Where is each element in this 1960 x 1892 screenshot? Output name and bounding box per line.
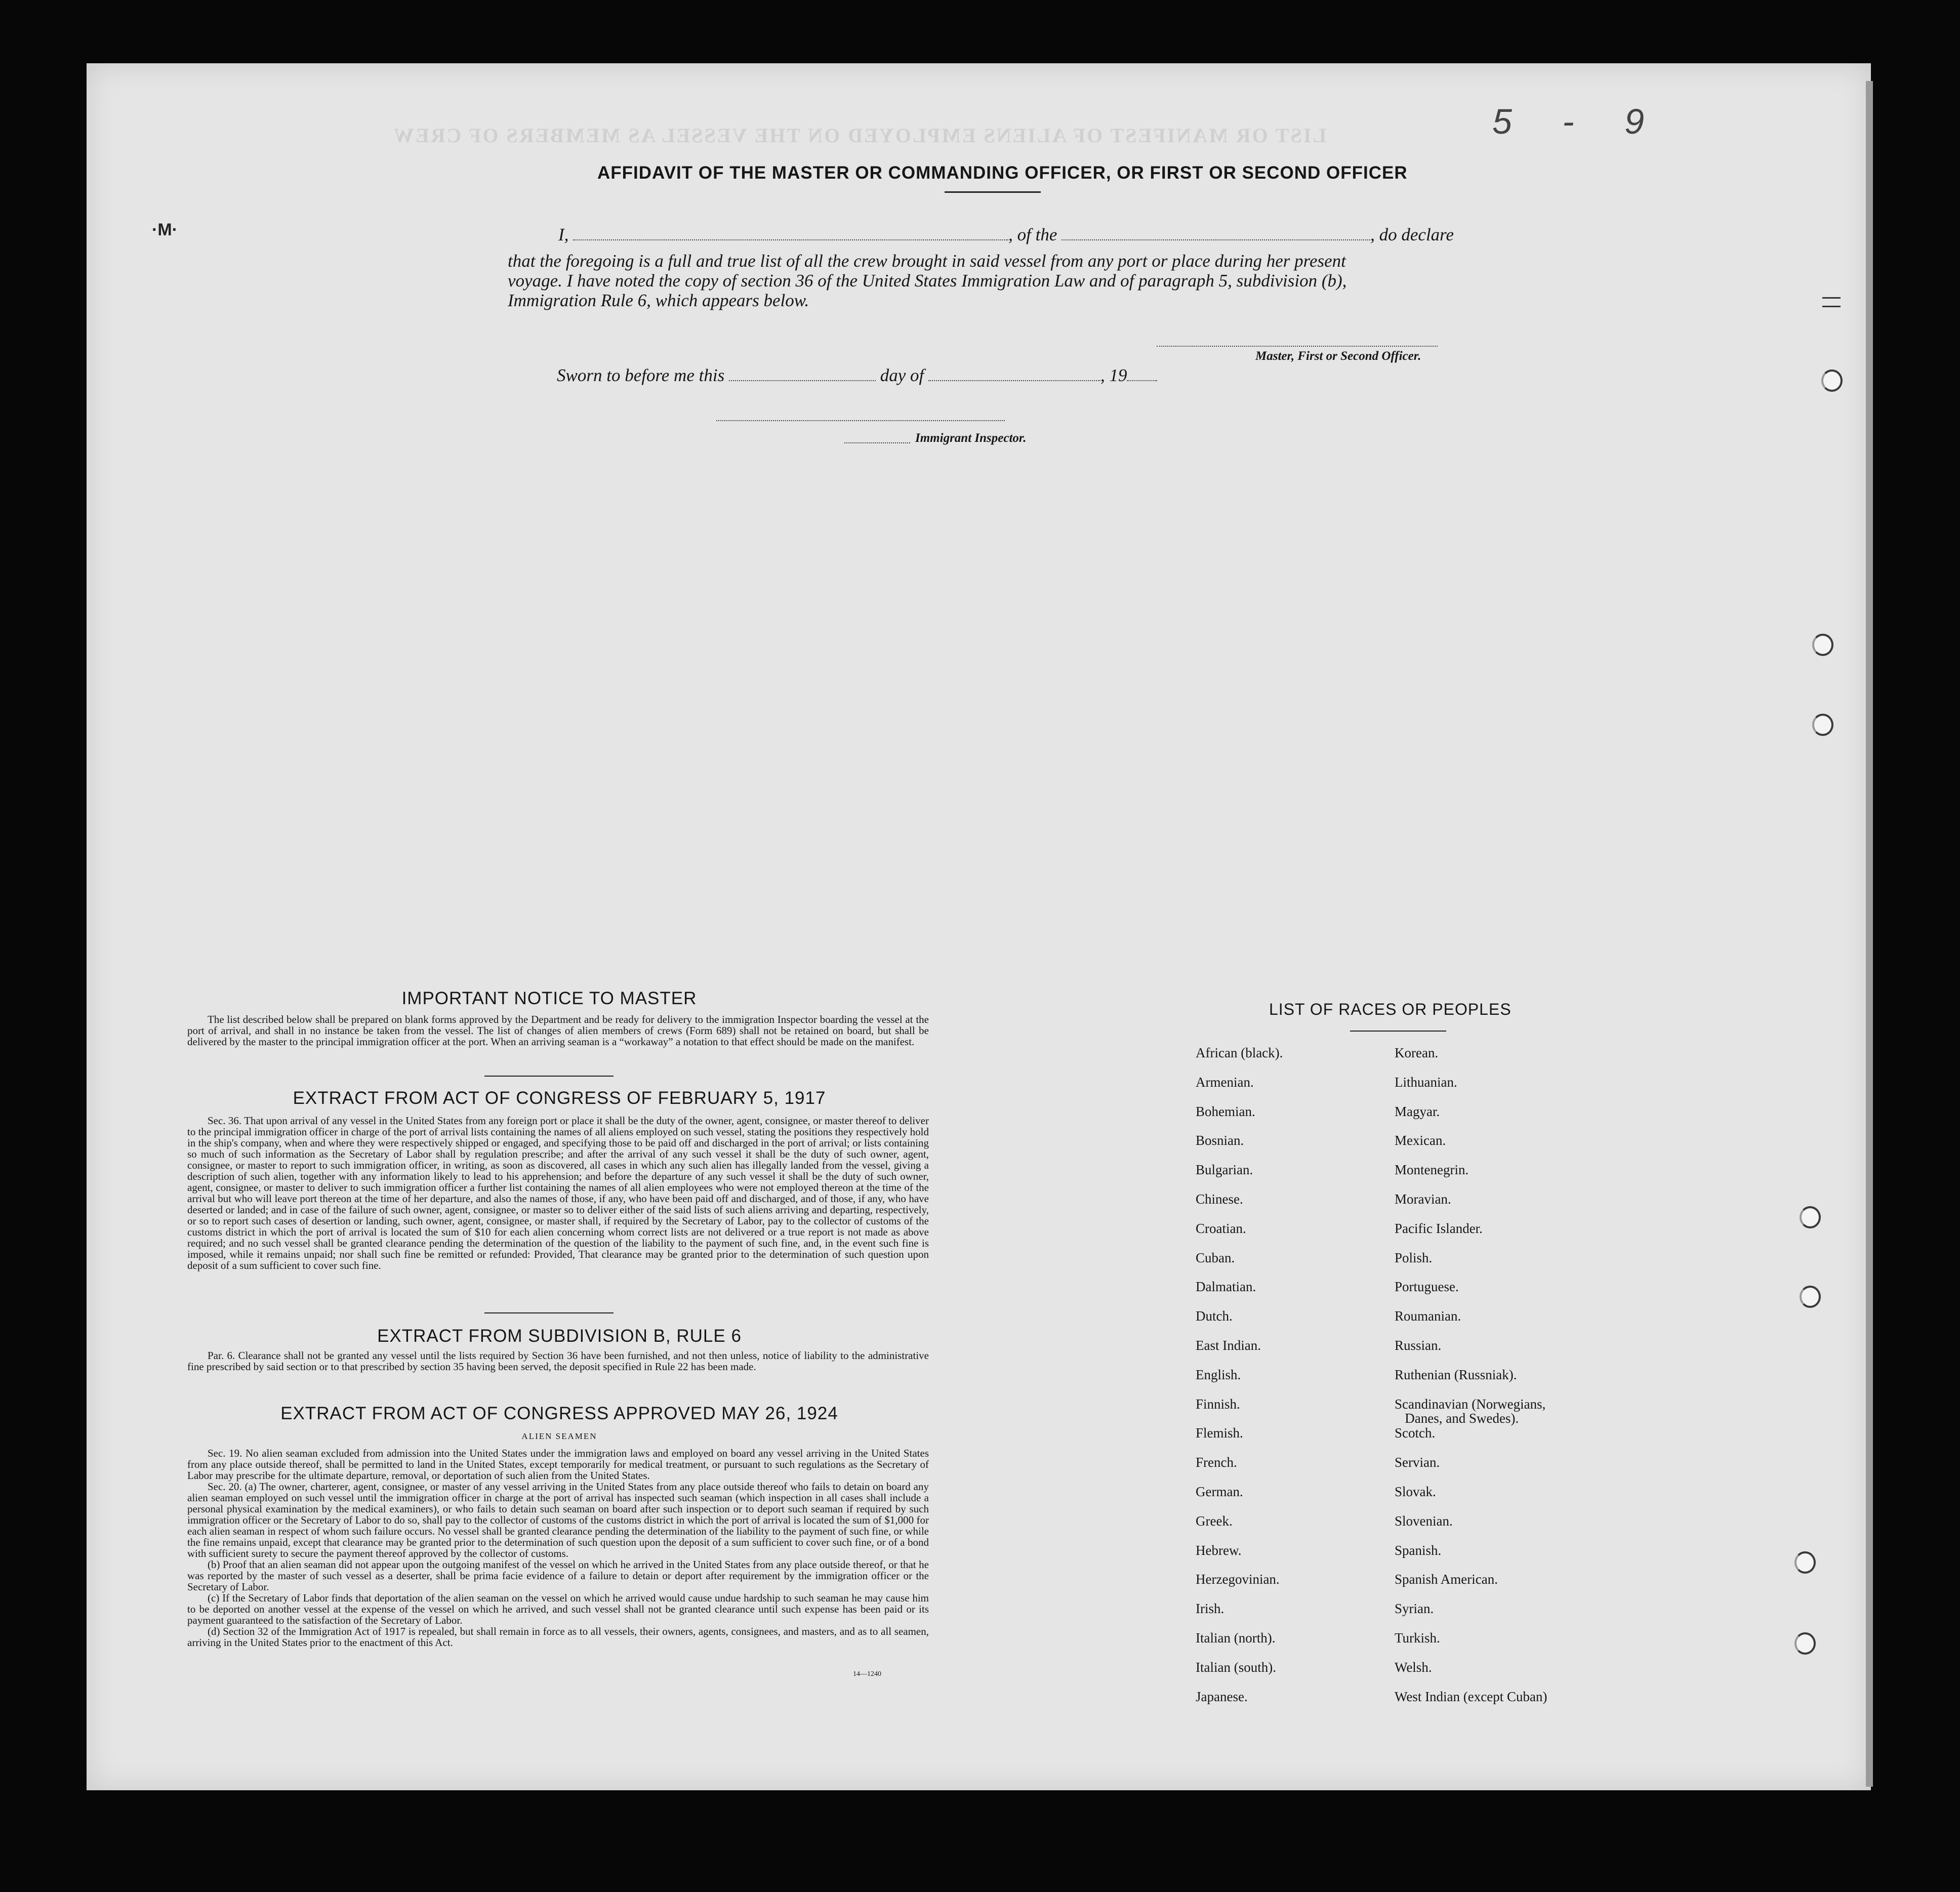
race-item: Herzegovinian. xyxy=(1196,1572,1280,1587)
bleed-through-header: LIST OR MANIFEST OF ALIENS EMPLOYED ON THE VESSEL AS MEMBERS OF CREW xyxy=(392,124,1327,147)
affidavit-title-rule xyxy=(945,191,1041,193)
staple-mark xyxy=(1822,297,1841,307)
race-item: West Indian (except Cuban) xyxy=(1395,1689,1547,1704)
race-item: Hebrew. xyxy=(1196,1543,1242,1558)
notice-paragraph: The list described below shall be prepared on blank forms approved by the Department and be ready for delivery to the immigration Inspector boarding the vessel at the port of arrival, and shall in no instance be taken from the vessel. The list of changes of alien members of crews (Form 689) shall not be retained on board, but shall be delivered by the master to the principal immigration officer at the port. When an arriving seaman is a “workaway” a notation to that effect should be made on the manifest. xyxy=(187,1013,929,1048)
sworn-year: , 19 xyxy=(1100,365,1127,385)
handwritten-left-mark: ·M· xyxy=(152,220,178,239)
race-item: Spanish American. xyxy=(1395,1572,1498,1587)
race-item: Slovenian. xyxy=(1395,1513,1453,1529)
race-item: Spanish. xyxy=(1395,1543,1442,1558)
punch-hole xyxy=(1794,1551,1816,1574)
race-item: Irish. xyxy=(1196,1601,1224,1616)
race-item: Portuguese. xyxy=(1395,1279,1459,1294)
race-item: Russian. xyxy=(1395,1338,1442,1353)
master-signature-label: Master, First or Second Officer. xyxy=(1255,349,1421,363)
extract-1924-subtitle: ALIEN SEAMEN xyxy=(521,1431,597,1441)
extract-rule6-body xyxy=(187,1350,929,1372)
race-item: Croatian. xyxy=(1196,1221,1246,1236)
race-item: Chinese. xyxy=(1196,1191,1243,1207)
affidavit-do-declare: , do declare xyxy=(1370,225,1454,244)
inspector-label: Immigrant Inspector. xyxy=(915,431,1027,445)
race-item: English. xyxy=(1196,1367,1241,1382)
affidavit-line-4: Immigration Rule 6, which appears below. xyxy=(508,291,809,310)
extract-1924-sec20a: Sec. 20. (a) The owner, charterer, agent, consignee, or master of any vessel arriving in the United States from any place outside thereof who fails to detain on board any alien seaman employed on such vessel until the immigration officer in charge at the port of arrival has inspected such seaman (which inspection in all cases shall include a personal physical examination by the medical examiners), or who fails to detain such seaman on board after such inspection or to deport such seaman if required by such immigration officer or the Secretary of Labor to do so, shall pay to the collector of customs of the customs district in which the port of arrival is located the sum of $1,000 for each alien seaman in respect of whom such failure occurs. No vessel shall be granted clearance pending the determination of the liability to the payment of such fine, or while the fine remains unpaid, except that clearance may be granted prior to the determination of such question upon the deposit of a sum sufficient to cover such fine, or of a bond with sufficient surety to secure the payment thereof approved by the collector of customs. xyxy=(187,1480,929,1559)
handwritten-number: 5 - 9 xyxy=(1492,102,1665,141)
race-item: Dalmatian. xyxy=(1196,1279,1256,1294)
race-item: Slovak. xyxy=(1395,1484,1436,1499)
race-item: East Indian. xyxy=(1196,1338,1261,1353)
vessel-name-blank xyxy=(1061,226,1370,240)
extract-1924-sec20d: (d) Section 32 of the Immigration Act of 1917 is repealed, but shall remain in force as to all vessels, their owners, agents, consignees, and masters, and as to all seamen, arriving in the United States prior to the enactment of this Act. xyxy=(187,1625,929,1649)
form-number: 14—1240 xyxy=(853,1670,881,1678)
race-item: Cuban. xyxy=(1196,1250,1235,1265)
race-item: Welsh. xyxy=(1395,1660,1432,1675)
affidavit-line-3: voyage. I have noted the copy of section 36 of the United States Immigration Law and of paragraph 5, subdivision (b), xyxy=(508,271,1347,291)
race-item: Italian (north). xyxy=(1196,1630,1276,1646)
page-edge xyxy=(1866,81,1873,1787)
punch-hole xyxy=(1800,1206,1821,1228)
race-item: French. xyxy=(1196,1455,1237,1470)
punch-hole xyxy=(1800,1286,1821,1308)
race-item: Montenegrin. xyxy=(1395,1162,1469,1177)
race-item: Ruthenian (Russniak). xyxy=(1395,1367,1517,1382)
extract-1924-sec20b: (b) Proof that an alien seaman did not appear upon the outgoing manifest of the vessel on which he arrived in the United States from any place outside thereof, or that he was reported by the master of such vessel as a deserter, shall be prima facie evidence of a failure to detain or deport after requirement by the immigration officer or the Secretary of Labor. xyxy=(187,1558,929,1593)
affidavit-i: I, xyxy=(558,225,569,244)
extract-1917-title: EXTRACT FROM ACT OF CONGRESS OF FEBRUARY 5, 1917 xyxy=(293,1088,826,1108)
affidavit-line-2: that the foregoing is a full and true list of all the crew brought in said vessel from any port or place during her present xyxy=(508,251,1346,271)
extract-1924-sec20c: (c) If the Secretary of Labor finds that deportation of the alien seaman on the vessel on which he arrived would cause undue hardship to such seaman he may cause him to be deported on another vessel at the expense of the vessel on which he arrived, and such vessel shall not be granted clearance until such expense has been paid or its payment guaranteed to the satisfaction of the Secretary of Labor. xyxy=(187,1592,929,1626)
punch-hole xyxy=(1821,369,1843,392)
sworn-line xyxy=(557,365,1531,385)
sworn-day-blank xyxy=(729,367,876,381)
races-title-rule xyxy=(1350,1031,1446,1032)
extract-1917-rule xyxy=(484,1312,614,1313)
extract-1917-body xyxy=(187,1115,929,1271)
extract-rule6-paragraph: Par. 6. Clearance shall not be granted any vessel until the lists required by Section 36 have been furnished, and not then unless, notice of liability to the administrative fine prescribed by said section or to that prescribed by section 35 having been served, the deposit specified in Rule 22 has been made. xyxy=(187,1349,929,1373)
race-item: Polish. xyxy=(1395,1250,1433,1265)
race-item: Servian. xyxy=(1395,1455,1440,1470)
race-item: Flemish. xyxy=(1196,1425,1243,1441)
extract-1924-sec19: Sec. 19. No alien seaman excluded from admission into the United States under the immigration laws and employed on board any vessel arriving in the United States from any place outside thereof, shall be permitted to land in the United States, except temporarily for medical treatment, or pursuant to such regulations as the Secretary of Labor may prescribe for the ultimate departure, removal, or deportation of such alien from the United States. xyxy=(187,1447,929,1482)
race-item: Syrian. xyxy=(1395,1601,1434,1616)
punch-hole xyxy=(1812,714,1833,736)
race-item: Greek. xyxy=(1196,1513,1233,1529)
race-item: Moravian. xyxy=(1395,1191,1451,1207)
races-title: LIST OF RACES OR PEOPLES xyxy=(1269,1000,1512,1018)
inspector-dash xyxy=(844,442,910,443)
inspector-signature-line xyxy=(716,420,1005,421)
race-item: African (black). xyxy=(1196,1045,1283,1060)
master-name-blank xyxy=(573,226,1008,240)
race-item: Scotch. xyxy=(1395,1425,1436,1441)
race-item: Bohemian. xyxy=(1196,1104,1255,1119)
extract-1917-paragraph: Sec. 36. That upon arrival of any vessel in the United States from any foreign port or place it shall be the duty of the owner, agent, consignee, or master thereof to deliver to the principal immigration officer in charge of the port of arrival lists containing the names of all aliens employed on such vessel, stating the positions they respectively hold in the ship's company, when and where they were respectively shipped or engaged, and specifying those to be paid off and discharged in the port of arrival; or lists containing so much of such information as the Secretary of Labor shall by regulation prescribe; and after the arrival of any such vessel it shall be the duty of such owner, agent, consignee, or master to report to such immigration officer, in writing, as soon as discovered, all cases in which any such alien has illegally landed from the vessel, giving a description of such alien, together with any information likely to lead to his apprehension; and before the departure of any such vessel it shall be the duty of such owner, agent, consignee, or master to deliver to such immigration officer a further list containing the names of all alien employees who were not employed thereon at the time of the arrival but who will leave port thereon at the time of her departure, and also the names of those, if any, who have been paid off and discharged, and of those, if any, who have deserted or landed; and in case of the failure of such owner, agent, consignee, or master so to deliver either of the said lists of such aliens arriving and departing, respectively, or so to report such cases of desertion or landing, such owner, agent, consignee, or master shall, if required by the Secretary of Labor, pay to the collector of customs of the customs district in which the port of arrival is located the sum of $10 for each alien concerning whom correct lists are not delivered or a true report is not made as above required; and no such vessel shall be granted clearance pending the determination of the question of the liability to the payment of such fine, and, in the event such fine is imposed, while it remains unpaid; nor shall such fine be remitted or refunded: Provided, That clearance may be granted prior to the determination of such question upon deposit of a sum sufficient to cover such fine. xyxy=(187,1115,929,1271)
sworn-year-blank xyxy=(1127,367,1157,381)
race-item: Dutch. xyxy=(1196,1308,1233,1324)
race-item: Italian (south). xyxy=(1196,1660,1276,1675)
race-item: Armenian. xyxy=(1196,1075,1254,1090)
race-item: Magyar. xyxy=(1395,1104,1440,1119)
master-signature-line xyxy=(1157,346,1438,347)
race-item: Lithuanian. xyxy=(1395,1075,1457,1090)
race-item: Bosnian. xyxy=(1196,1133,1244,1148)
notice-title: IMPORTANT NOTICE TO MASTER xyxy=(401,989,697,1008)
extract-1924-title: EXTRACT FROM ACT OF CONGRESS APPROVED MAY 26, 1924 xyxy=(280,1404,838,1423)
notice-body xyxy=(187,1014,929,1047)
affidavit-line-1 xyxy=(508,225,1482,244)
extract-rule6-title: EXTRACT FROM SUBDIVISION B, RULE 6 xyxy=(377,1326,742,1346)
race-item: Roumanian. xyxy=(1395,1308,1461,1324)
race-item: Bulgarian. xyxy=(1196,1162,1253,1177)
race-item: Pacific Islander. xyxy=(1395,1221,1483,1236)
race-item: Korean. xyxy=(1395,1045,1439,1060)
sworn-day-of: day of xyxy=(880,365,924,385)
punch-hole xyxy=(1812,634,1833,656)
race-item: Mexican. xyxy=(1395,1133,1446,1148)
race-item: Scandinavian (Norwegians, Danes, and Swedes). xyxy=(1395,1396,1546,1426)
extract-1924-body xyxy=(187,1448,929,1648)
sworn-to-before-me: Sworn to before me this xyxy=(557,365,725,385)
notice-rule xyxy=(484,1076,614,1077)
affidavit-title: AFFIDAVIT OF THE MASTER OR COMMANDING OFFICER, OR FIRST OR SECOND OFFICER xyxy=(597,163,1408,183)
race-item: Japanese. xyxy=(1196,1689,1248,1704)
sworn-month-blank xyxy=(928,367,1100,381)
punch-hole xyxy=(1794,1632,1816,1655)
race-item: Finnish. xyxy=(1196,1396,1240,1412)
affidavit-of-the: , of the xyxy=(1008,225,1057,244)
race-item: Turkish. xyxy=(1395,1630,1440,1646)
race-item: German. xyxy=(1196,1484,1243,1499)
